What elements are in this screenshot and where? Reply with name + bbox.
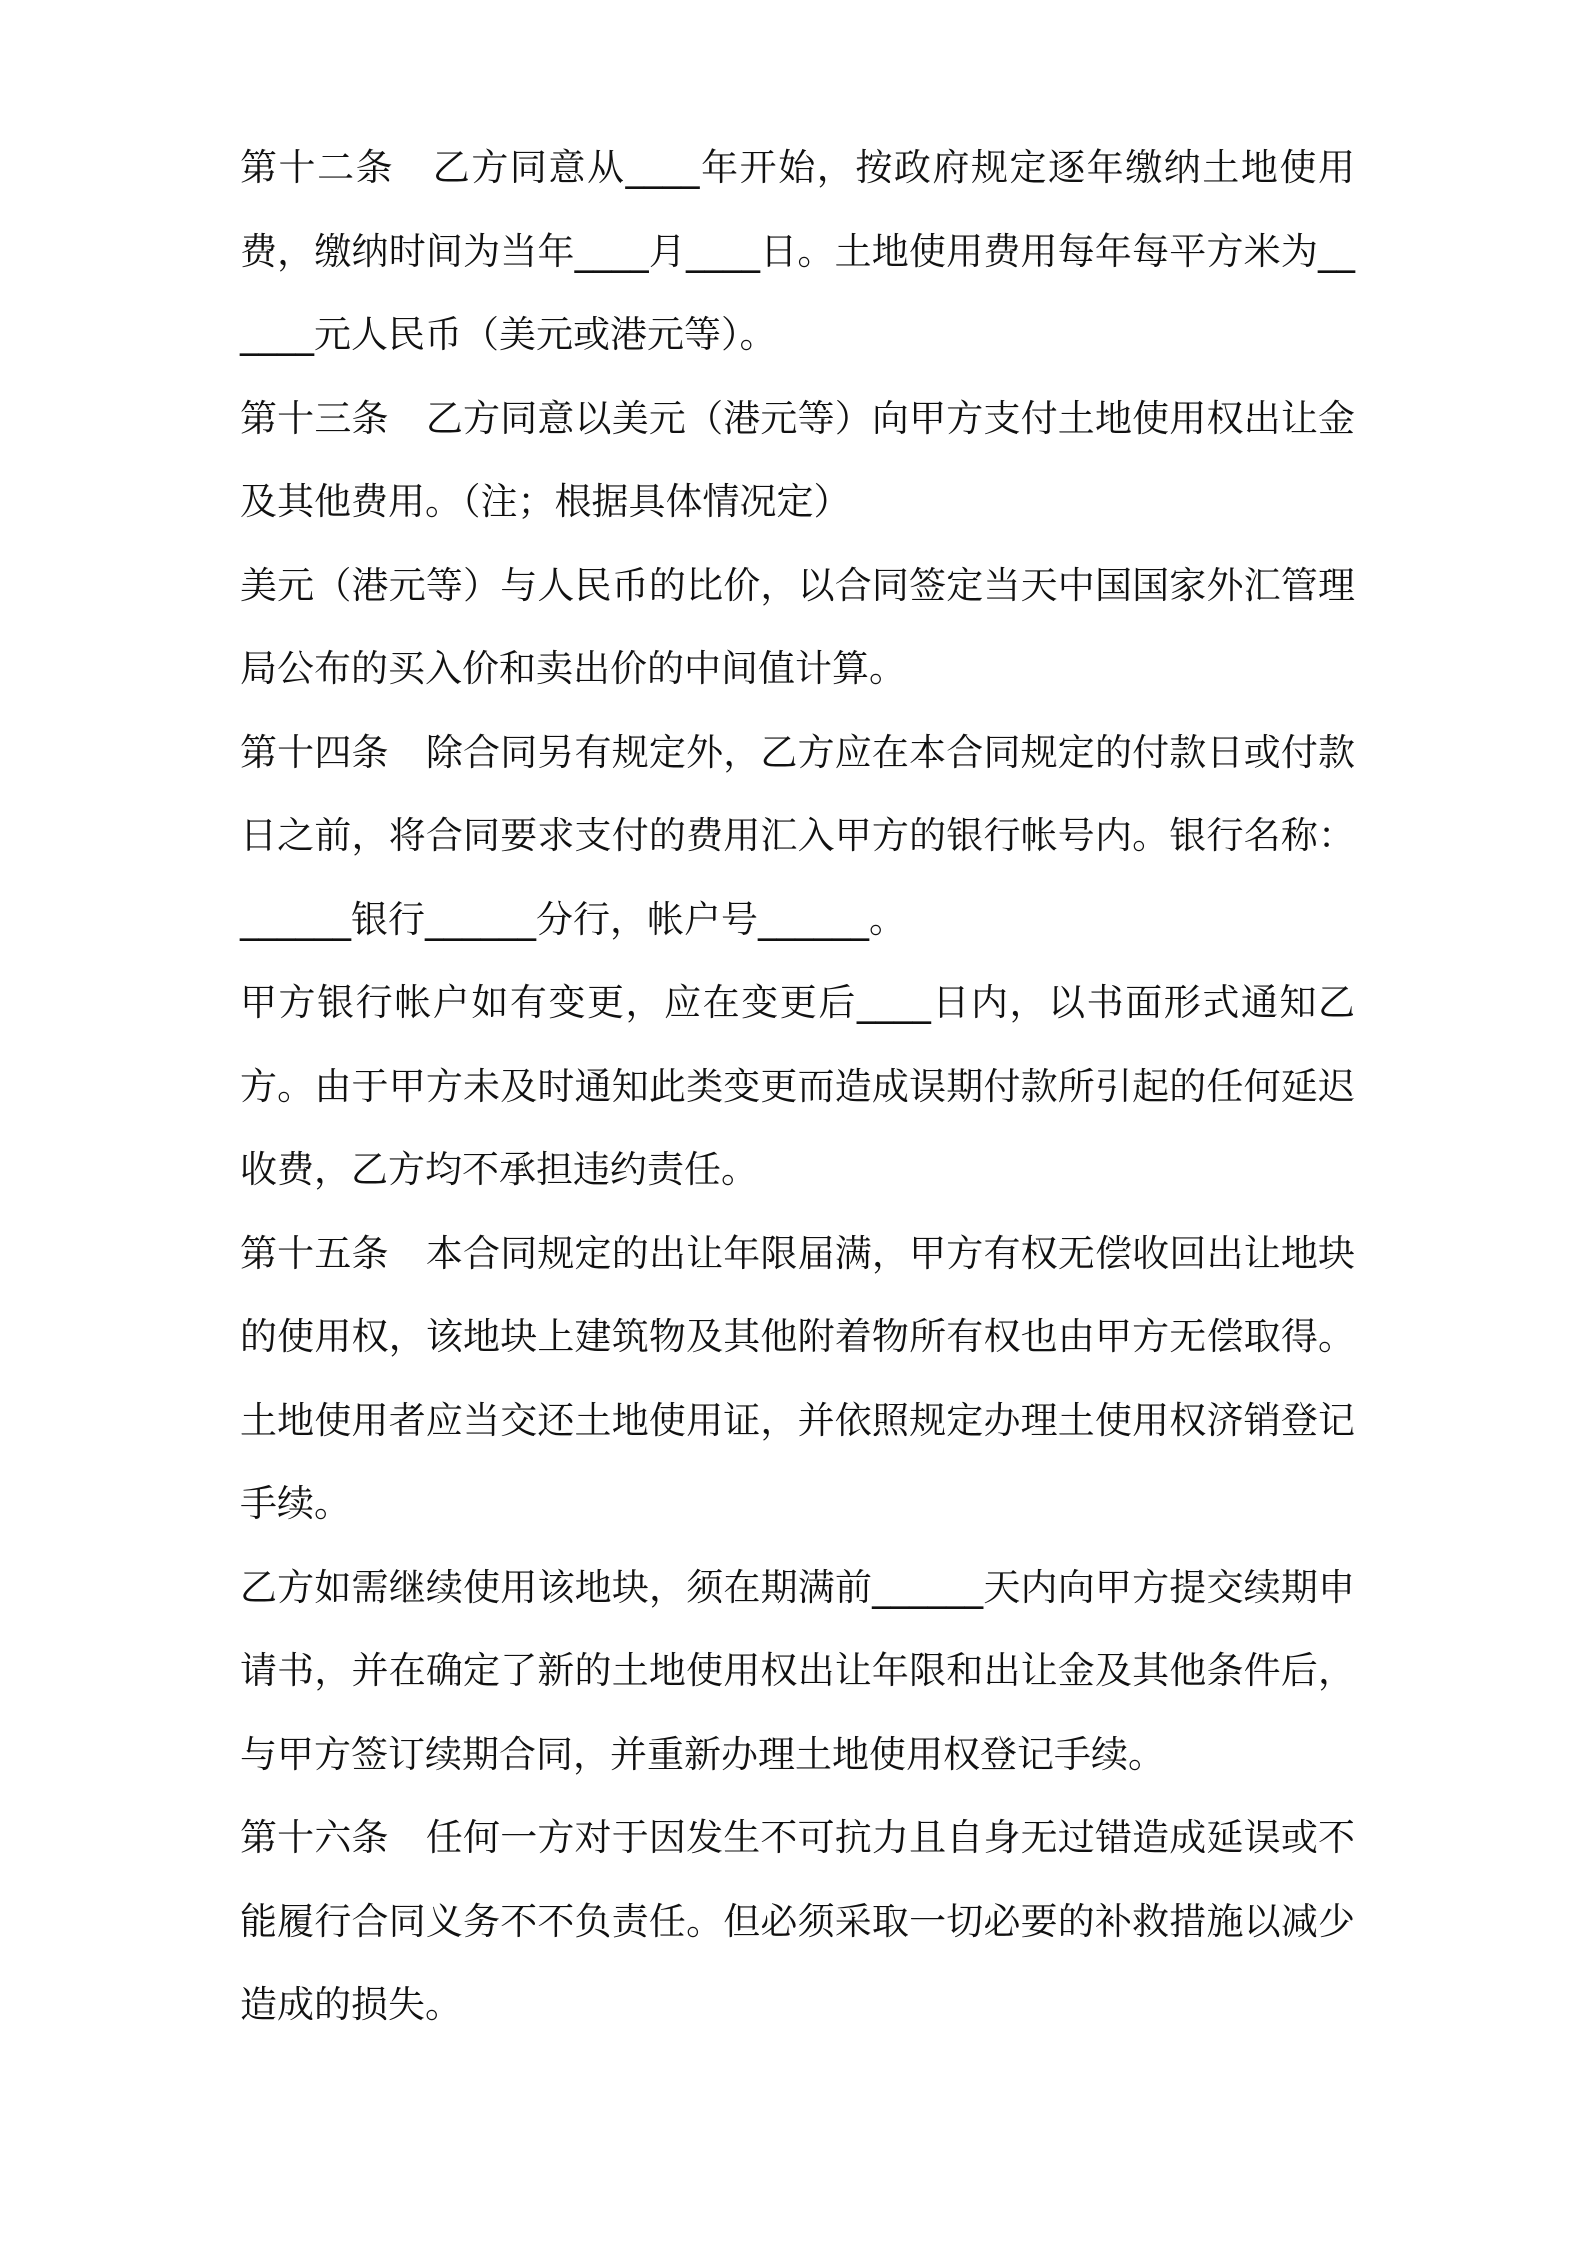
renewal-paragraph: 乙方如需继续使用该地块，须在期满前______天内向甲方提交续期申请书，并在确定了新的土地使用权出让年限和出让金及其他条件后，与甲方签订续期合同，并重新办理土地使用权登记手续。 [240,1565,1355,1776]
bank-account-change-paragraph: 甲方银行帐户如有变更，应在变更后____日内，以书面形式通知乙方。由于甲方未及时通知此类变更而造成误期付款所引起的任何延迟收费，乙方均不承担违约责任。 [240,981,1355,1191]
article-12-paragraph: 第十二条 乙方同意从____年开始，按政府规定逐年缴纳土地使用费，缴纳时间为当年____月____日。土地使用费用每年每平方米为______元人民币（美元或港元等）。 [240,146,1355,356]
article-15-paragraph: 第十五条 本合同规定的出让年限届满，甲方有权无偿收回出让地块的使用权，该地块上建筑物及其他附着物所有权也由甲方无偿取得。土地使用者应当交还土地使用证，并依照规定办理土使用权济销登记手续。 [240,1231,1355,1525]
exchange-rate-paragraph: 美元（港元等）与人民币的比价，以合同签定当天中国国家外汇管理局公布的买入价和卖出价的中间值计算。 [240,563,1355,690]
article-14-paragraph: 第十四条 除合同另有规定外，乙方应在本合同规定的付款日或付款日之前，将合同要求支付的费用汇入甲方的银行帐号内。银行名称：______银行______分行，帐户号______。 [240,730,1355,941]
article-16-paragraph: 第十六条 任何一方对于因发生不可抗力且自身无过错造成延误或不能履行合同义务不不负责任。但必须采取一切必要的补救措施以减少造成的损失。 [240,1816,1355,2026]
article-13-paragraph: 第十三条 乙方同意以美元（港元等）向甲方支付土地使用权出让金及其他费用。（注；根据具体情况定） [240,396,1355,523]
document-page [240,126,1355,2047]
